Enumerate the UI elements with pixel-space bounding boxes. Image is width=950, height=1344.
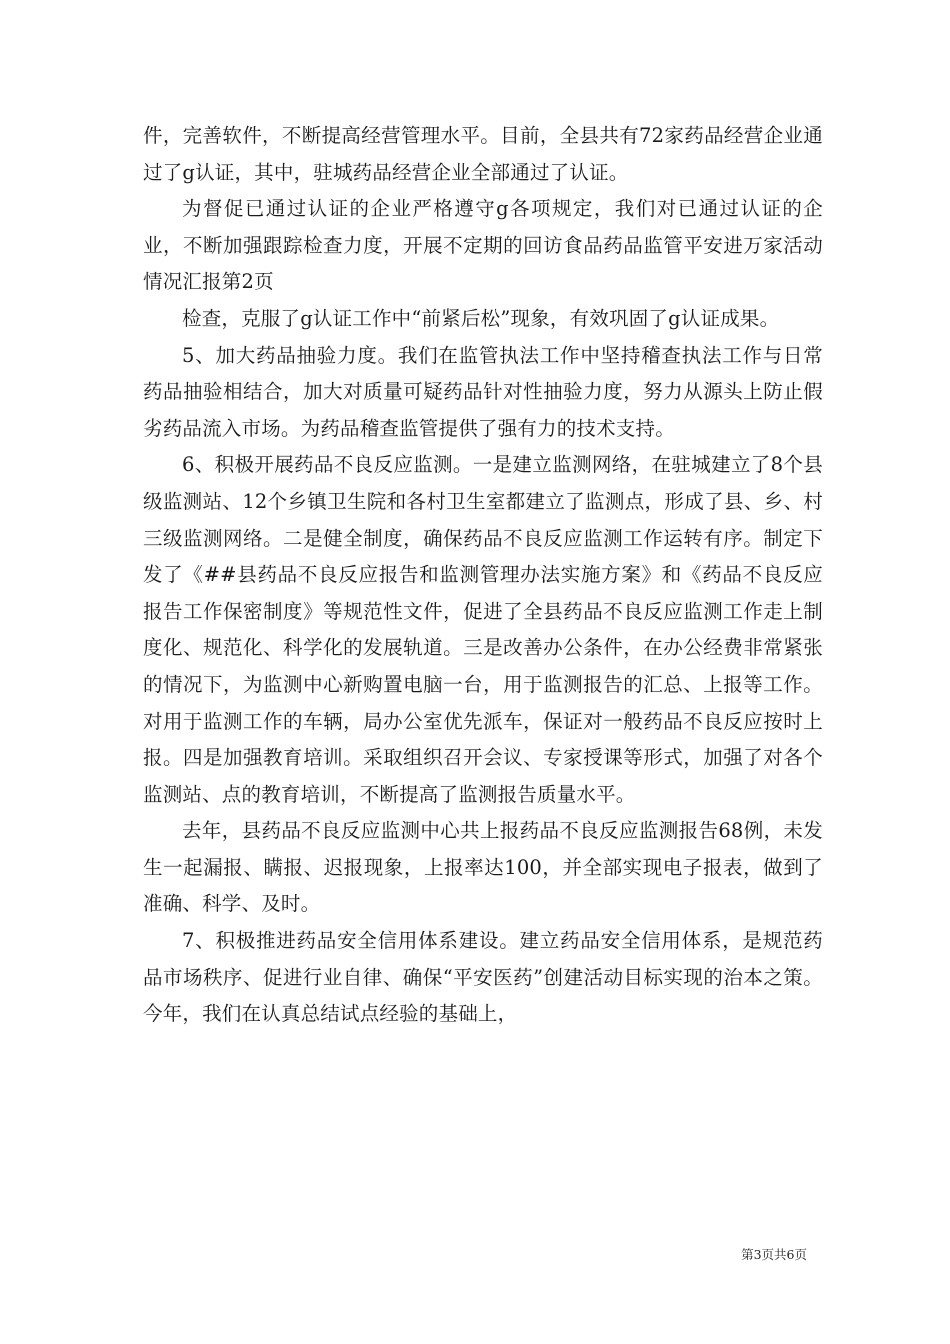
paragraph: 去年，县药品不良反应监测中心共上报药品不良反应监测报告68例，未发生一起漏报、瞒报、迟报现象，上报率达100，并全部实现电子报表，做到了准确、科学、及时。 (143, 819, 823, 916)
page-number: 第3页共6页 (741, 1247, 807, 1262)
paragraph: 检查，克服了g认证工作中“前紧后松”现象，有效巩固了g认证成果。 (182, 306, 780, 330)
document-body (143, 118, 823, 1033)
paragraph: 5、加大药品抽验力度。我们在监管执法工作中坚持稽查执法工作与日常药品抽验相结合，加大对质量可疑药品针对性抽验力度，努力从源头上防止假劣药品流入市场。为药品稽查监管提供了强有力的技术支持。 (143, 343, 823, 440)
paragraph: 6、积极开展药品不良反应监测。一是建立监测网络，在驻城建立了8个县级监测站、12个乡镇卫生院和各村卫生室都建立了监测点，形成了县、乡、村三级监测网络。二是健全制度，确保药品不良反应监测工作运转有序。制定下发了《##县药品不良反应报告和监测管理办法实施方案》和《药品不良反应报告工作保密制度》等规范性文件，促进了全县药品不良反应监测工作走上制度化、规范化、科学化的发展轨道。三是改善办公条件，在办公经费非常紧张的情况下，为监测中心新购置电脑一台，用于监测报告的汇总、上报等工作。对用于监测工作的车辆，局办公室优先派车，保证对一般药品不良反应按时上报。四是加强教育培训。采取组织召开会议、专家授课等形式，加强了对各个监测站、点的教育培训，不断提高了监测报告质量水平。 (143, 453, 823, 806)
paragraph: 件，完善软件，不断提高经营管理水平。目前，全县共有72家药品经营企业通过了g认证，其中，驻城药品经营企业全部通过了认证。 (143, 124, 823, 184)
paragraph: 为督促已通过认证的企业严格遵守g各项规定，我们对已通过认证的企业，不断加强跟踪检查力度，开展不定期的回访食品药品监管平安进万家活动情况汇报第2页 (143, 197, 823, 294)
paragraph: 7、积极推进药品安全信用体系建设。建立药品安全信用体系，是规范药品市场秩序、促进行业自律、确保“平安医药”创建活动目标实现的治本之策。今年，我们在认真总结试点经验的基础上， (143, 929, 823, 1026)
